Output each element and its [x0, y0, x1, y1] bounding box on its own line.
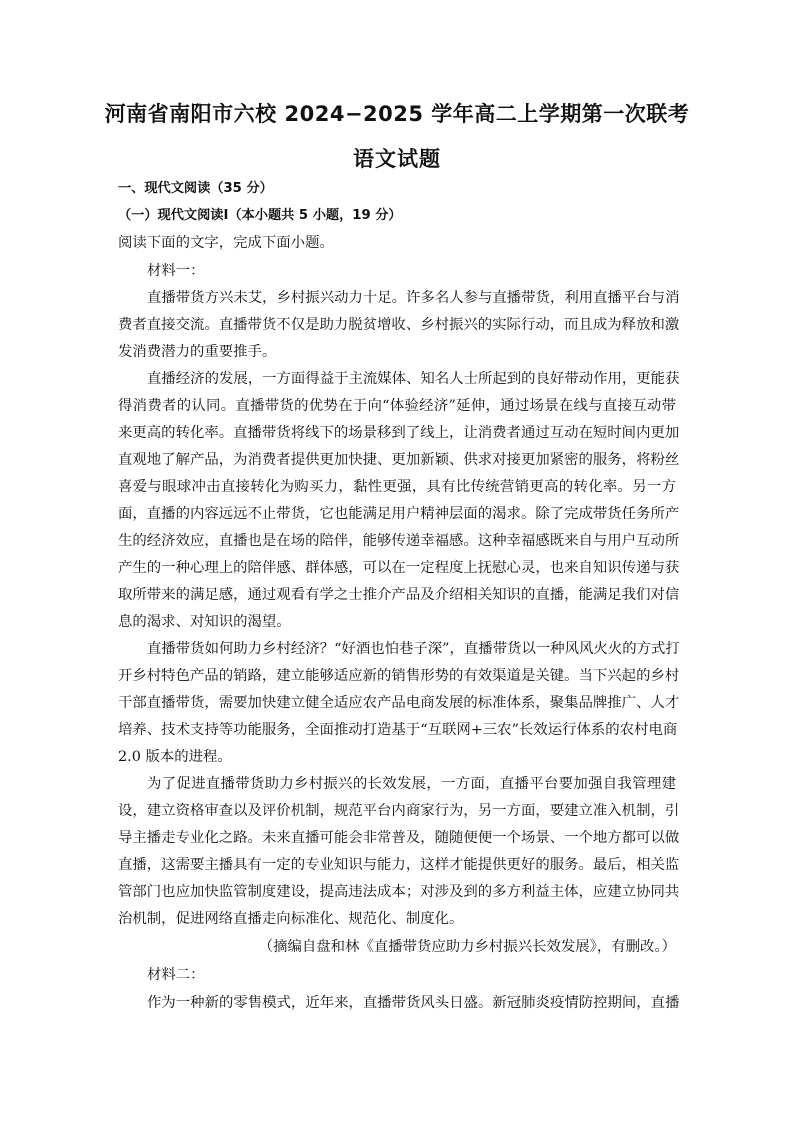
paragraph-line: 取所带来的满足感，通过观看有学之士推介产品及介绍相关知识的直播，能满足我们对信 [118, 587, 680, 603]
paragraph-line: 生的经济效应，直播也是在场的陪伴，能够传递幸福感。这种幸福感既来自与用户互动所 [118, 533, 680, 549]
paragraph-line: 2.0 版本的进程。 [118, 749, 232, 765]
paragraph-line: 直观地了解产品，为消费者提供更加快捷、更加新颖、供求对接更加紧密的服务，将粉丝 [118, 452, 680, 468]
paragraph-line: 直播带货方兴未艾，乡村振兴动力十足。许多名人参与直播带货，利用直播平台与消 [147, 290, 680, 306]
paragraph-line: 发消费潜力的重要推手。 [118, 344, 277, 360]
paragraph-line: 开乡村特色产品的销路，建立能够适应新的销售形势的有效渠道是关键。当下兴起的乡村 [118, 668, 680, 684]
paragraph-line: 直播经济的发展，一方面得益于主流媒体、知名人士所起到的良好带动作用，更能获 [147, 371, 680, 387]
paragraph-line: 治机制，促进网络直播走向标准化、规范化、制度化。 [118, 911, 464, 927]
paragraph-line: 直播带货如何助力乡村经济？“好酒也怕巷子深”，直播带货以一种风风火火的方式打 [147, 641, 680, 657]
paragraph-line: 设，建立资格审查以及评价机制，规范平台内商家行为，另一方面，要建立准入机制，引 [118, 803, 680, 819]
paragraph-line: 直播，这需要主播具有一定的专业知识与能力，这样才能提供更好的服务。最后，相关监 [118, 857, 680, 873]
section-heading: 一、现代文阅读（35 分） [118, 181, 273, 196]
paragraph-line: 息的渴求、对知识的渴望。 [118, 614, 291, 630]
paragraph-line: 培养、技术支持等功能服务，全面推动打造基于“互联网+三农”长效运行体系的农村电商 [118, 722, 678, 738]
paragraph-line: 导主播走专业化之路。未来直播可能会非常普及，随随便便一个场景、一个地方都可以做 [118, 830, 680, 846]
paragraph-line: 喜爱与眼球冲击直接转化为购买力，黏性更强，具有比传统营销更高的转化率。另一方 [118, 479, 676, 495]
paragraph-line: 作为一种新的零售模式，近年来，直播带货风头日盛。新冠肺炎疫情防控期间，直播 [147, 995, 680, 1011]
paragraph-line: 管部门也应加快监管制度建设，提高违法成本；对涉及到的多方利益主体，应建立协同共 [118, 884, 680, 900]
material-two-label: 材料二： [147, 967, 205, 983]
paragraph-line: 为了促进直播带货助力乡村振兴的长效发展，一方面，直播平台要加强自我管理建 [147, 776, 676, 792]
paragraph-line: 来更高的转化率。直播带货将线下的场景移到了线上，让消费者通过互动在短时间内更加 [118, 425, 680, 441]
document-title: 河南省南阳市六校 2024−2025 学年高二上学期第一次联考 [104, 102, 690, 126]
document-subtitle: 语文试题 [353, 147, 441, 171]
subsection-heading: （一）现代文阅读Ⅰ（本小题共 5 小题，19 分） [118, 208, 402, 223]
source-citation: （摘编自盘和林《直播带货应助力乡村振兴长效发展》，有删改。） [258, 939, 676, 955]
material-one-label: 材料一： [147, 263, 205, 279]
paragraph-line: 得消费者的认同。直播带货的优势在于向“体验经济”延伸，通过场景在线与直接互动带 [118, 398, 676, 414]
paragraph-line: 干部直播带货，需要加快建立健全适应农产品电商发展的标准体系，聚集品牌推广、人才 [118, 695, 680, 711]
paragraph-line: 面，直播的内容远远不止带货，它也能满足用户精神层面的渴求。除了完成带货任务所产 [118, 506, 680, 522]
instruction-text: 阅读下面的文字，完成下面小题。 [118, 235, 334, 251]
paragraph-line: 产生的一种心理上的陪伴感、群体感，可以在一定程度上抚慰心灵，也来自知识传递与获 [118, 560, 680, 576]
paragraph-line: 费者直接交流。直播带货不仅是助力脱贫增收、乡村振兴的实际行动，而且成为释放和激 [118, 317, 680, 333]
